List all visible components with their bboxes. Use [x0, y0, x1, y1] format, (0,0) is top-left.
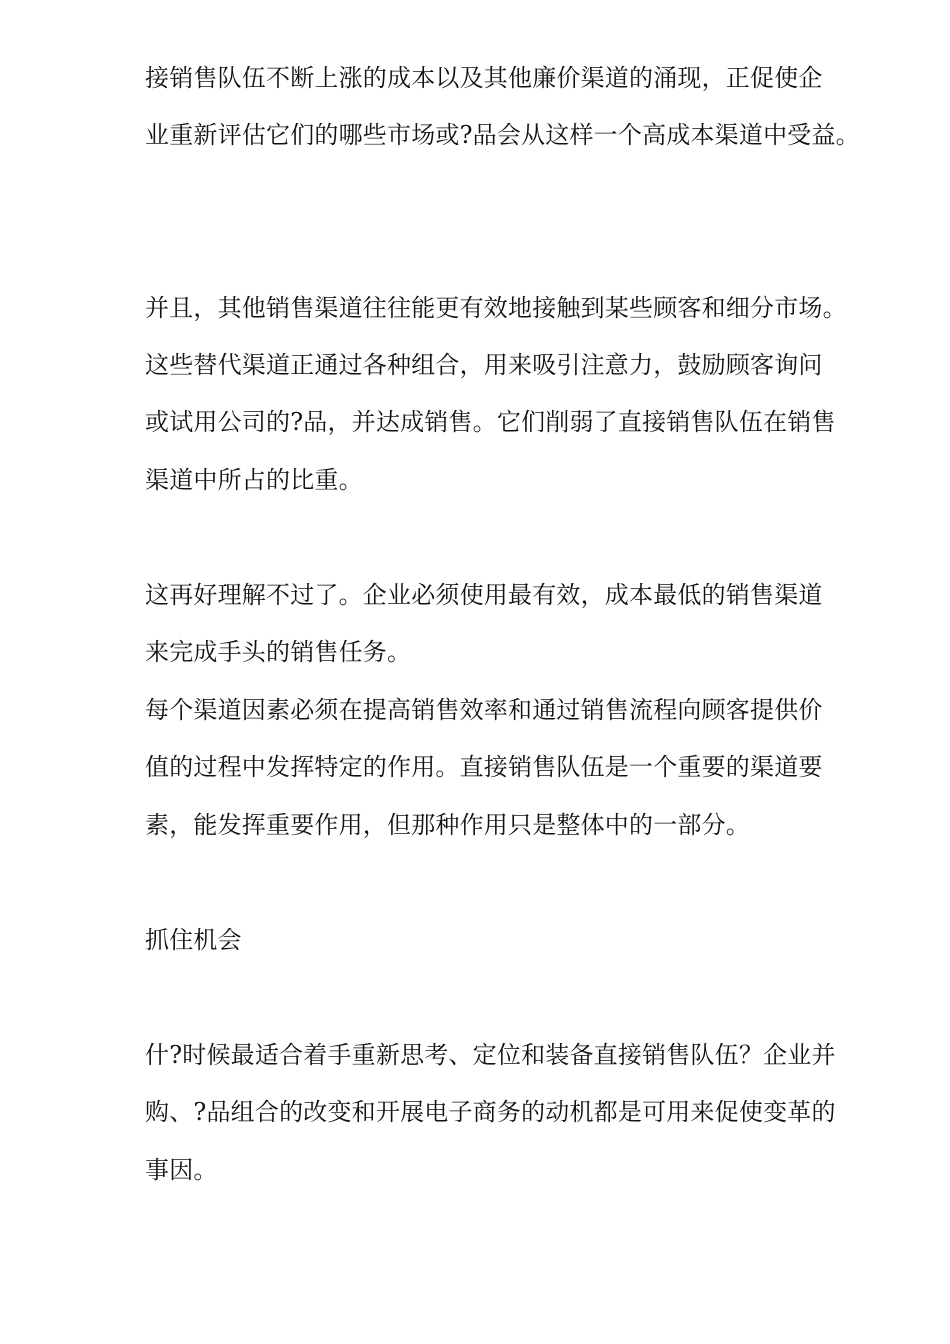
text-line: 接销售队伍不断上涨的成本以及其他廉价渠道的涌现，正促使企: [145, 64, 823, 92]
text-line: 素，能发挥重要作用，但那种作用只是整体中的一部分。: [145, 811, 750, 839]
text-line: 业重新评估它们的哪些市场或?品会从这样一个高成本渠道中受益。: [145, 121, 860, 149]
text-line: 或试用公司的?品，并达成销售。它们削弱了直接销售队伍在销售: [145, 408, 836, 436]
text-line: 值的过程中发挥特定的作用。直接销售队伍是一个重要的渠道要: [145, 753, 823, 781]
text-line: 什?时候最适合着手重新思考、定位和装备直接销售队伍？企业并: [145, 1041, 836, 1069]
section-heading: 抓住机会: [145, 926, 242, 954]
text-line: 并且，其他销售渠道往往能更有效地接触到某些顾客和细分市场。: [145, 294, 847, 322]
text-line: 来完成手头的销售任务。: [145, 638, 412, 666]
text-line: 这些替代渠道正通过各种组合，用来吸引注意力，鼓励顾客询问: [145, 351, 823, 379]
text-line: 这再好理解不过了。企业必须使用最有效，成本最低的销售渠道: [145, 581, 823, 609]
text-line: 每个渠道因素必须在提高销售效率和通过销售流程向顾客提供价: [145, 696, 823, 724]
text-line: 事因。: [145, 1156, 218, 1184]
text-line: 渠道中所占的比重。: [145, 466, 363, 494]
text-line: 购、?品组合的改变和开展电子商务的动机都是可用来促使变革的: [145, 1098, 836, 1126]
